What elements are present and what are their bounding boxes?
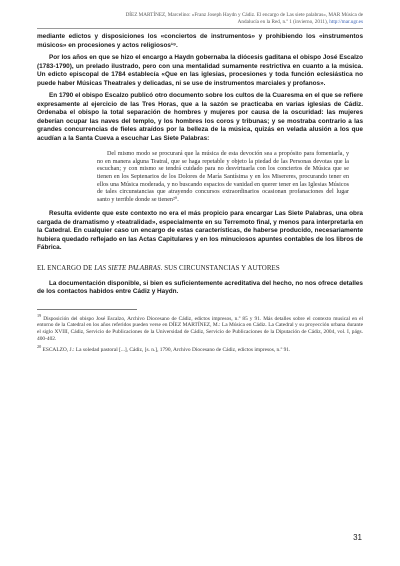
block-quote-text: Del mismo modo se procurará que la música de esta devoción sea a propósito para fomentarla, y no en manera alguna Teatral, que se haga repetable y objeto la piedad de las Personas devotas que la escuchan; y con mismo se tendrá cuidado para no desvirtuarla con los conciertos de Música que se tienen en los Septenarios de los Dolores de María Santísima y en los Misereres, procurando tener en ellos una Música moderada, y no buscando espacios de vanidad en querer tener en las Iglesias Músicos de tales circunstancias que atrayendo concursos extraordinarios ocasionan profanaciones del lugar santo y terrible donde se tienen²⁰. bbox=[97, 151, 349, 203]
paragraph-5: La documentación disponible, si bien es suficientemente acreditativa del hecho, no nos ofrece detalles de los contactos habidos entre Cádiz y Haydn. bbox=[37, 279, 363, 296]
section-heading bbox=[37, 265, 363, 272]
header-citation: DÍEZ MARTÍNEZ, Marcelino: «Franz Joseph Haydn y Cádiz. El encargo de Las siete palabras», MAR Música de Andalucía en la Red, n.º 1 (invierno, 2011), bbox=[125, 12, 363, 25]
paragraph-1: mediante edictos y disposiciones los «conciertos de instrumentos» y prohibiendo los «instrumentos músicos» en procesiones y actos religiosos¹⁹. bbox=[37, 33, 363, 49]
section-heading-part-c: . SUS CIRCUNSTANCIAS Y AUTORES bbox=[160, 264, 280, 272]
block-quote bbox=[97, 151, 349, 204]
section-heading-title: LAS SIETE PALABRAS bbox=[94, 264, 161, 272]
footnote-rule bbox=[37, 309, 137, 310]
footnote-19-text: Disposición del obispo José Escalzo, Archivo Diocesano de Cádiz, edictos impresos, n.º 85 y 91. Más detalles sobre el contexto musical en el entorno de la Catedral en los años referidos pueden verse en DÍEZ MARTÍNEZ, M.: La Música en Cádiz. La Catedral y su proyección urbana durante el siglo XVIII, Cádiz, Servicio de Publicaciones de la Universidad de Cádiz, Servicio de Publicaciones de la Diputación de Cádiz, 2004, vol. I, págs. 400-402. bbox=[37, 315, 363, 343]
paragraph-2: Por los años en que se hizo el encargo a Haydn gobernaba la diócesis gaditana el obispo José Escalzo (1783-1790), un prelado ilustrado, pero con una mentalidad sumamente restrictiva en cuanto a la música. Un edicto episcopal de 1784 establecía «Que en las iglesias, procesiones y toda función eclesiástica no puede haber Músicas Theatrales y delicadas, ni se use de instrumentos marciales y profanos». bbox=[37, 54, 363, 87]
footnote-19 bbox=[37, 313, 363, 343]
footnote-19-number: 19 bbox=[37, 312, 42, 318]
footnote-20-text: ESCALZO, J.: La soledad pastoral [...], Cádiz, [s. n.], 1790, Archivo Diocesano de Cádiz, edictos impresos, n.º 91. bbox=[42, 346, 291, 353]
section-heading-part-a: EL ENCARGO DE bbox=[37, 264, 93, 272]
header-link[interactable]: http://mar.ugr.es bbox=[329, 18, 363, 25]
page-number: 31 bbox=[353, 533, 362, 542]
footnote-20 bbox=[37, 344, 363, 354]
running-header bbox=[37, 12, 363, 25]
footnotes bbox=[37, 313, 363, 354]
paragraph-3: En 1790 el obispo Escalzo publicó otro documento sobre los cultos de la Cuaresma en el que se refiere expresamente al ejercicio de las Tres Horas, que a la sazón se practicaba en varias iglesias de Cádiz. Ordenaba el obispo la total separación de hombres y mujeres por causa de la oscuridad: las mujeres deberían ocupar las naves del templo, y los hombres los coros y tribunas; y se mostraba contrario a las grandes concurrencias de fieles atraídos por la belleza de la música, quizás en velada alusión a los que acudían a la Santa Cueva a escuchar Las Siete Palabras: bbox=[37, 92, 363, 142]
footnote-20-number: 20 bbox=[37, 343, 42, 349]
header-rule bbox=[37, 28, 363, 29]
paragraph-4: Resulta evidente que este contexto no era el más propicio para encargar Las Siete Palabras, una obra cargada de dramatismo y «teatralidad», especialmente en su Terremoto final, y menos para interpretarla en la Catedral. En cualquier caso un encargo de estas características, de haberse producido, necesariamente hubiera quedado reflejado en las Actas Capitulares y en los minuciosos apuntes contables de los libros de Fábrica. bbox=[37, 210, 363, 252]
